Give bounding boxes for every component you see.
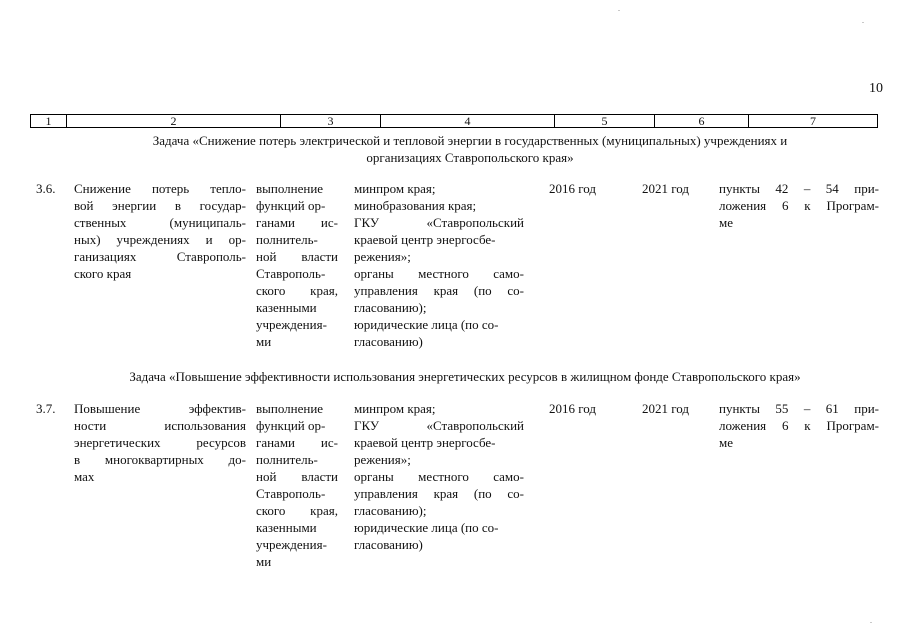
text-line: ности использования — [74, 418, 246, 433]
text-line: ского края, — [256, 503, 338, 518]
measure-executor — [256, 180, 338, 350]
text-line: ми — [256, 334, 272, 349]
text-line: минобразования края; — [354, 198, 477, 213]
text-line: ложения 6 к Програм- — [719, 418, 879, 433]
header-cell-4: 4 — [381, 115, 555, 127]
text-line: в многоквартирных до- — [74, 452, 246, 467]
text-line: Ставрополь- — [256, 266, 326, 281]
task-title — [50, 368, 880, 385]
header-cell-2: 2 — [67, 115, 281, 127]
text-line: ной власти — [256, 469, 338, 484]
measure-name — [74, 400, 246, 485]
header-cell-6: 6 — [655, 115, 749, 127]
text-line: гласованию) — [354, 334, 423, 349]
text-line: минпром края; — [354, 181, 436, 196]
text-line: мах — [74, 469, 95, 484]
text-line: органы местного само- — [354, 469, 524, 484]
measure-responsible — [354, 400, 524, 553]
text-line: гласованию); — [354, 300, 427, 315]
scan-speck — [862, 22, 864, 23]
measure-responsible — [354, 180, 524, 350]
text-line: Повышение эффектив- — [74, 401, 246, 416]
row-number: 3.6. — [36, 181, 56, 196]
text-line: ского края, — [256, 283, 338, 298]
measure-start-year: 2016 год — [549, 401, 596, 416]
task-title-line: организациях Ставропольского края» — [366, 150, 574, 165]
measure-start-year: 2016 год — [549, 181, 596, 196]
measure-end-year: 2021 год — [642, 181, 689, 196]
text-line: ложения 6 к Програм- — [719, 198, 879, 213]
text-line: управления края (по со- — [354, 486, 524, 501]
row-number: 3.7. — [36, 401, 56, 416]
text-line: выполнение — [256, 181, 324, 196]
text-line: вой энергии в государ- — [74, 198, 246, 213]
text-line: ГКУ «Ставропольский — [354, 215, 524, 230]
task-title-line: Задача «Снижение потерь электрической и тепловой энергии в государственных (муниципальных) учреждениях и — [152, 133, 788, 148]
header-cell-7: 7 — [810, 114, 816, 128]
text-line: ганами ис- — [256, 215, 338, 230]
page-number: 10 — [869, 81, 883, 96]
text-line: краевой центр энергосбе- — [354, 232, 496, 247]
text-line: ме — [719, 435, 733, 450]
text-line: Ставрополь- — [256, 486, 326, 501]
text-line: функций ор- — [256, 198, 326, 213]
table-row — [30, 400, 878, 590]
text-line: ми — [256, 554, 272, 569]
text-line: казенными — [256, 300, 317, 315]
text-line: ГКУ «Ставропольский — [354, 418, 524, 433]
measure-reference — [719, 400, 879, 451]
scan-speck — [618, 10, 620, 11]
text-line: ной власти — [256, 249, 338, 264]
text-line: ганами ис- — [256, 435, 338, 450]
header-cell-3: 3 — [281, 115, 381, 127]
text-line: органы местного само- — [354, 266, 524, 281]
text-line: режения»; — [354, 249, 411, 264]
header-cell-1: 1 — [31, 115, 67, 127]
text-line: гласованию) — [354, 537, 423, 552]
text-line: выполнение — [256, 401, 324, 416]
text-line: ского края — [74, 266, 132, 281]
task-title-line: Задача «Повышение эффективности использования энергетических ресурсов в жилищном фонде Ставропольского края» — [129, 369, 801, 384]
text-line: учреждения- — [256, 317, 327, 332]
text-line: краевой центр энергосбе- — [354, 435, 496, 450]
measure-reference — [719, 180, 879, 231]
table-row — [30, 180, 878, 370]
text-line: гласованию); — [354, 503, 427, 518]
text-line: полнитель- — [256, 232, 318, 247]
text-line: режения»; — [354, 452, 411, 467]
scan-speck — [870, 622, 872, 623]
task-title — [70, 132, 870, 166]
table-header-row — [30, 114, 878, 128]
text-line: юридические лица (по со- — [354, 520, 499, 535]
text-line: учреждения- — [256, 537, 327, 552]
header-cell-5: 5 — [555, 115, 655, 127]
text-line: энергетических ресурсов — [74, 435, 246, 450]
text-line: Снижение потерь тепло- — [74, 181, 246, 196]
text-line: пункты 55 – 61 при- — [719, 401, 879, 416]
measure-end-year: 2021 год — [642, 401, 689, 416]
text-line: функций ор- — [256, 418, 326, 433]
text-line: управления края (по со- — [354, 283, 524, 298]
text-line: казенными — [256, 520, 317, 535]
text-line: полнитель- — [256, 452, 318, 467]
text-line: ственных (муниципаль- — [74, 215, 246, 230]
text-line: ганизациях Ставрополь- — [74, 249, 246, 264]
text-line: пункты 42 – 54 при- — [719, 181, 879, 196]
text-line: юридические лица (по со- — [354, 317, 499, 332]
text-line: ных) учреждениях и ор- — [74, 232, 246, 247]
text-line: ме — [719, 215, 733, 230]
measure-executor — [256, 400, 338, 570]
text-line: минпром края; — [354, 401, 436, 416]
measure-name — [74, 180, 246, 282]
